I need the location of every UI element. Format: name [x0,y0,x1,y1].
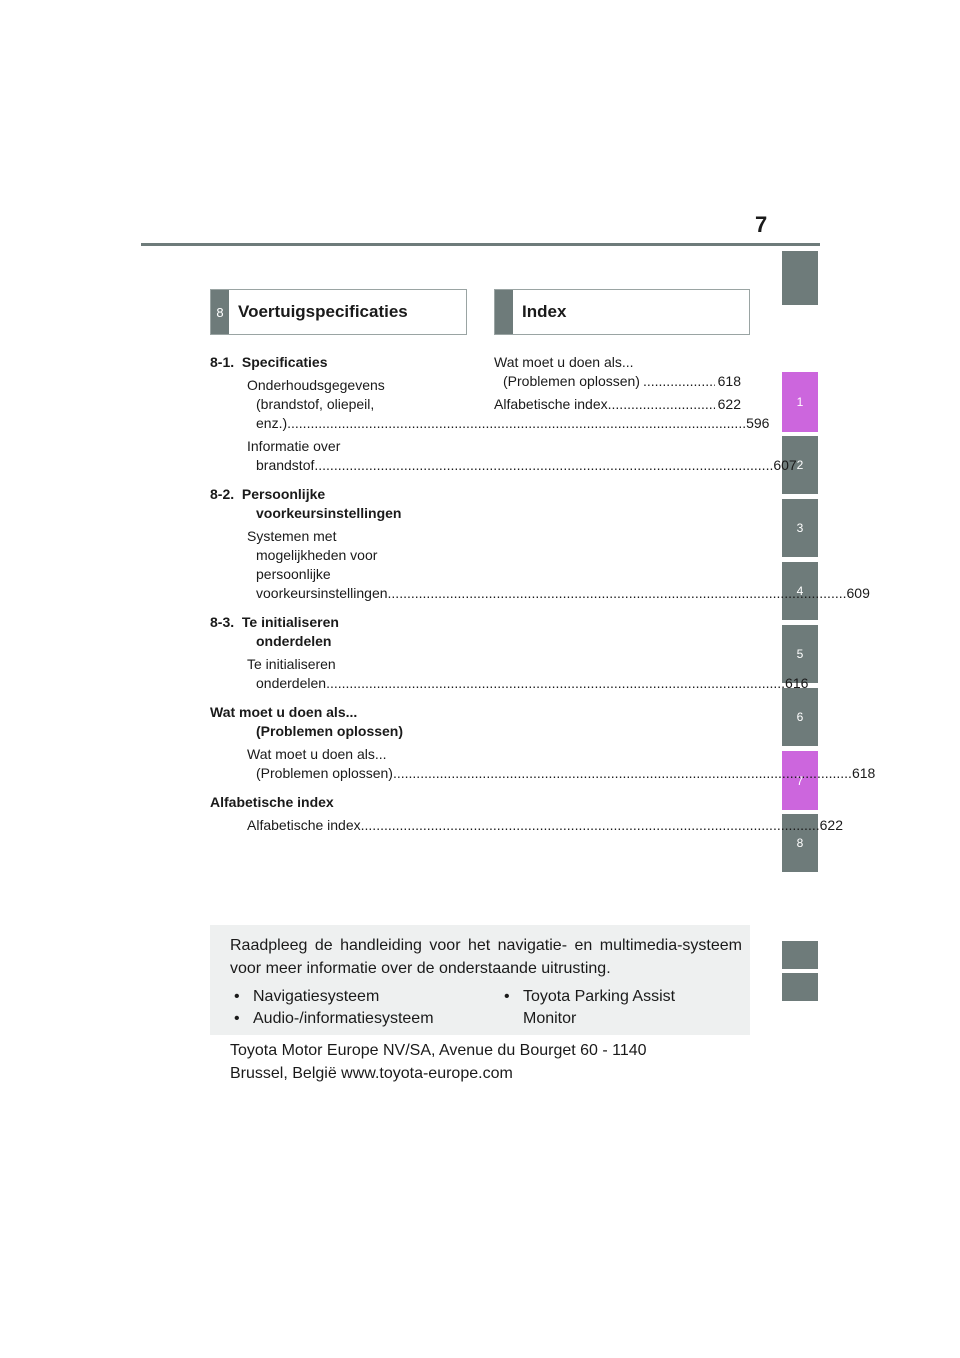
leader-dots [314,457,773,473]
toc-group-label-cont: onderdelen [256,633,332,649]
toc-right [494,353,741,414]
section-number: 8 [211,290,229,334]
toc-group-title[interactable]: Wat moet u doen als... [210,704,358,720]
bullet-icon: • [234,988,240,1005]
toc-entry-line: persoonlijke [256,566,331,582]
toc-left [210,353,876,835]
toc-group-label-cont: voorkeursinstellingen [256,505,402,521]
toc-entry-line: Informatie over [247,438,341,454]
bullet-icon: • [234,1010,240,1027]
toc-group-title[interactable] [210,613,458,632]
chapter-tab-7[interactable]: 7 [782,751,818,810]
section-header-index [494,289,750,335]
leader-dots [393,765,852,781]
toc-group [210,485,870,603]
leader-dots [361,817,820,833]
chapter-tab-3[interactable]: 3 [782,499,818,557]
toc-entry[interactable] [210,745,876,783]
chapter-tab-5[interactable]: 5 [782,625,818,683]
leader-dots [287,415,746,431]
toc-entry-line: Te initialiseren [247,656,336,672]
section-number [495,290,513,334]
toc-entry-line: Onderhoudsgegevens [247,377,385,393]
leader-dots [608,395,715,414]
toc-group-id: 8-3. [210,614,235,630]
chapter-tab-blank-bottom-2[interactable] [782,973,818,1001]
toc-entry-text: enz.) [256,415,288,431]
footer-line: Brussel, België www.toyota-europe.com [230,1065,513,1082]
toc-entry[interactable] [210,816,843,835]
chapter-tab-1[interactable]: 1 [782,372,818,432]
leader-dots [388,585,847,601]
toc-entry[interactable] [210,437,797,475]
chapter-tab-blank-top[interactable] [782,251,818,305]
header-rule [141,243,820,246]
toc-group-title[interactable]: Alfabetische index [210,794,334,810]
leader-dots [643,372,715,391]
toc-entry-line: Wat moet u doen als... [494,354,634,370]
toc-entry-line: Wat moet u doen als... [247,746,387,762]
toc-page-number: 616 [785,675,809,691]
bullet-item [234,986,379,1008]
toc-group-id: 8-1. [210,354,235,370]
page-number: 7 [755,212,768,237]
toc-entry[interactable] [494,395,741,414]
toc-entry[interactable] [494,353,741,391]
toc-entry-text: onderdelen [256,675,327,691]
toc-group-label: Te initialiseren [241,614,339,630]
toc-group-label-cont: (Problemen oplossen) [256,723,404,739]
toc-entry-line: Systemen met [247,528,337,544]
toc-group-label: Specificaties [241,354,328,370]
info-text: Raadpleeg de handleiding voor het navigatie- en multimedia-systeem voor meer informatie over de onderstaande uitrusting. [230,937,742,977]
toc-entry-text: voorkeursinstellingen [256,585,388,601]
leader-dots [326,675,785,691]
chapter-tab-8[interactable]: 8 [782,814,818,872]
footer-line: Toyota Motor Europe NV/SA, Avenue du Bourget 60 - 1140 [230,1042,647,1059]
chapter-tab-2[interactable]: 2 [782,436,818,494]
chapter-tab-6[interactable]: 6 [782,688,818,746]
toc-entry-text: (Problemen oplossen) [256,765,393,781]
toc-group [210,793,843,835]
bullet-item [234,1008,434,1030]
bullet-item [504,986,704,1030]
toc-page-number: 622 [717,396,741,412]
bullet-text: Audio-/informatiesysteem [253,1010,434,1027]
toc-page-number: 609 [846,585,870,601]
chapter-tab-4[interactable]: 4 [782,562,818,620]
bullet-icon: • [504,988,510,1005]
toc-entry-line: (brandstof, oliepeil, [256,396,375,412]
toc-entry-text: Alfabetische index [247,817,361,833]
chapter-tab-blank-bottom-1[interactable] [782,941,818,969]
toc-page-number: 622 [819,817,843,833]
toc-page-number: 596 [746,415,770,431]
toc-entry-text: brandstof [256,457,315,473]
toc-entry[interactable] [210,527,870,603]
section-header-specifications [210,289,467,335]
toc-group [210,703,876,783]
toc-page-number: 618 [717,373,741,389]
toc-entry-text: Alfabetische index [494,396,608,412]
toc-page-number: 618 [851,765,876,781]
toc-entry[interactable] [210,655,809,693]
section-title: Voertuigspecificaties [238,302,408,321]
toc-entry-line: mogelijkheden voor [256,547,378,563]
bullet-text: Toyota Parking Assist Monitor [523,988,676,1027]
toc-page-number: 607 [773,457,797,473]
bullet-text: Navigatiesysteem [253,988,380,1005]
publisher-footer [230,1039,647,1085]
toc-group-title[interactable] [210,485,458,504]
toc-group-label: Persoonlijke [241,486,326,502]
section-title: Index [522,302,567,321]
toc-group-title[interactable] [210,353,458,372]
toc-entry-text: (Problemen oplossen) [503,373,640,389]
toc-group [210,613,809,693]
toc-group-id: 8-2. [210,486,235,502]
